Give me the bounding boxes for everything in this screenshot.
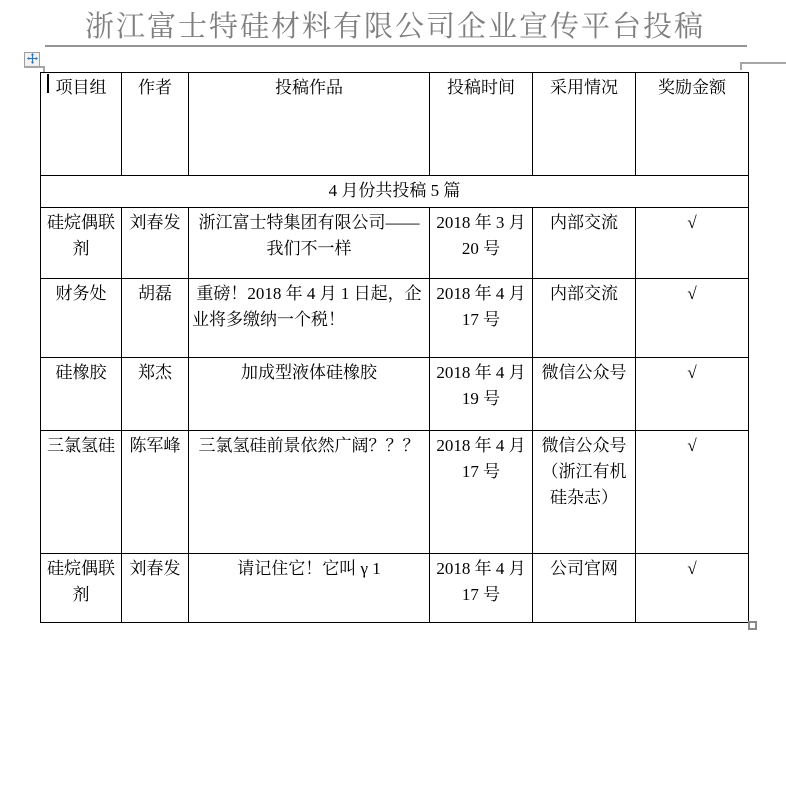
cell-group[interactable]: 硅烷偶联剂: [41, 208, 122, 279]
cell-reward[interactable]: √: [636, 279, 749, 358]
table-row: [41, 279, 749, 358]
cell-reward[interactable]: √: [636, 208, 749, 279]
title-underline: [45, 45, 747, 47]
header-time[interactable]: 投稿时间: [430, 73, 533, 176]
cell-reward[interactable]: √: [636, 358, 749, 431]
cell-author[interactable]: 郑杰: [122, 358, 189, 431]
cell-time[interactable]: 2018 年 4 月 17 号: [430, 554, 533, 623]
cell-group[interactable]: 财务处: [41, 279, 122, 358]
cell-reward[interactable]: √: [636, 431, 749, 554]
table-row: [41, 554, 749, 623]
cell-status[interactable]: 内部交流: [533, 208, 636, 279]
header-author[interactable]: 作者: [122, 73, 189, 176]
table-resize-handle[interactable]: [748, 621, 757, 630]
summary-cell[interactable]: 4 月份共投稿 5 篇: [41, 176, 749, 208]
cell-status[interactable]: 公司官网: [533, 554, 636, 623]
text-boundary-mark-top-left: [24, 66, 45, 68]
cell-time[interactable]: 2018 年 4 月 19 号: [430, 358, 533, 431]
document-title[interactable]: 浙江富士特硅材料有限公司企业宣传平台投稿: [84, 11, 705, 43]
table-row: [41, 208, 749, 279]
table-row: [41, 358, 749, 431]
header-work[interactable]: 投稿作品: [189, 73, 430, 176]
header-project-group[interactable]: 项目组: [41, 73, 122, 176]
table-header-row: [41, 73, 749, 176]
text-boundary-mark-top-right-tick: [740, 62, 742, 70]
text-boundary-mark-top-right: [740, 62, 786, 64]
cell-work[interactable]: 重磅！2018 年 4 月 1 日起，企业将多缴纳一个税！: [189, 279, 430, 358]
table-row: [41, 431, 749, 554]
cell-author[interactable]: 刘春发: [122, 208, 189, 279]
cell-author[interactable]: 胡磊: [122, 279, 189, 358]
cell-status[interactable]: 内部交流: [533, 279, 636, 358]
cell-group[interactable]: 硅烷偶联剂: [41, 554, 122, 623]
text-cursor: [47, 74, 49, 93]
cell-status[interactable]: 微信公众号（浙江有机硅杂志）: [533, 431, 636, 554]
cell-reward[interactable]: √: [636, 554, 749, 623]
cell-author[interactable]: 陈军峰: [122, 431, 189, 554]
cell-author[interactable]: 刘春发: [122, 554, 189, 623]
cell-work[interactable]: 三氯氢硅前景依然广阔？？？: [189, 431, 430, 554]
cell-work[interactable]: 浙江富士特集团有限公司——我们不一样: [189, 208, 430, 279]
cell-time[interactable]: 2018 年 3 月 20 号: [430, 208, 533, 279]
header-reward[interactable]: 奖励金额: [636, 73, 749, 176]
cell-status[interactable]: 微信公众号: [533, 358, 636, 431]
cell-group[interactable]: 硅橡胶: [41, 358, 122, 431]
cell-time[interactable]: 2018 年 4 月 17 号: [430, 279, 533, 358]
header-status[interactable]: 采用情况: [533, 73, 636, 176]
cell-group[interactable]: 三氯氢硅: [41, 431, 122, 554]
cell-work[interactable]: 请记住它！它叫 γ 1: [189, 554, 430, 623]
cell-work[interactable]: 加成型液体硅橡胶: [189, 358, 430, 431]
submissions-table: [40, 72, 749, 623]
summary-row: [41, 176, 749, 208]
cell-time[interactable]: 2018 年 4 月 17 号: [430, 431, 533, 554]
